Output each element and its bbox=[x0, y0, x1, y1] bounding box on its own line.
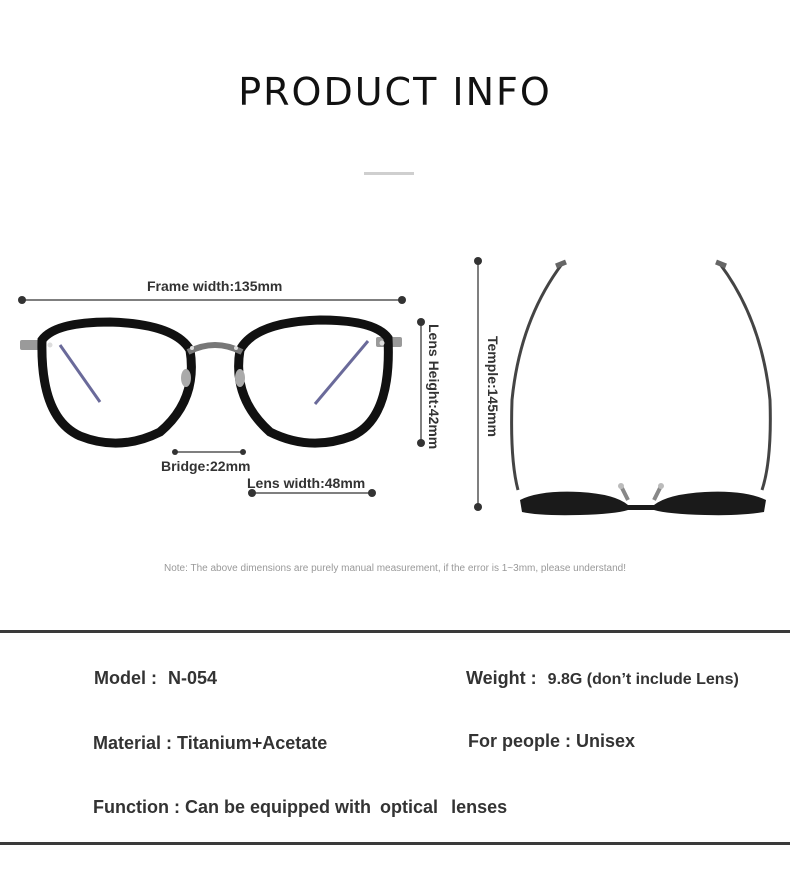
people-label: For people : bbox=[468, 731, 571, 751]
frame-width-dimension-line bbox=[18, 296, 406, 304]
bridge-dimension-line bbox=[172, 449, 246, 455]
function-value-part3: lenses bbox=[451, 797, 508, 817]
bridge-label: Bridge:22mm bbox=[161, 458, 251, 474]
glasses-top-image bbox=[512, 262, 771, 515]
material-label: Material : bbox=[93, 733, 173, 753]
measurement-note: Note: The above dimensions are purely manual measurement, if the error is 1~3mm, please understand! bbox=[163, 563, 626, 574]
weight-spec bbox=[466, 668, 739, 689]
lens-height-dimension-line bbox=[417, 318, 425, 447]
function-value-part1: Can be equipped with bbox=[185, 797, 372, 817]
function-label: Function : bbox=[93, 797, 180, 817]
material-value: Titanium+Acetate bbox=[177, 733, 328, 753]
bottom-divider bbox=[0, 842, 790, 845]
model-value: N-054 bbox=[168, 668, 218, 688]
people-value: Unisex bbox=[576, 731, 636, 751]
top-divider bbox=[0, 630, 790, 633]
page-title: PRODUCT INFO bbox=[238, 70, 552, 114]
weight-label: Weight : bbox=[466, 668, 537, 688]
material-spec bbox=[93, 733, 327, 754]
temple-dimension-line bbox=[474, 257, 482, 511]
lens-width-label: Lens width:48mm bbox=[247, 475, 366, 491]
model-spec bbox=[94, 668, 217, 689]
glasses-front-image bbox=[20, 320, 402, 443]
people-spec bbox=[468, 731, 635, 752]
model-label: Model : bbox=[94, 668, 157, 688]
lens-height-label: Lens Height:42mm bbox=[426, 324, 442, 450]
frame-width-label: Frame width:135mm bbox=[147, 278, 283, 294]
function-spec bbox=[93, 797, 507, 818]
function-value-part2: optical bbox=[380, 797, 439, 817]
weight-value: 9.8G (don’t include Lens) bbox=[547, 671, 739, 688]
temple-label: Temple:145mm bbox=[485, 336, 501, 437]
